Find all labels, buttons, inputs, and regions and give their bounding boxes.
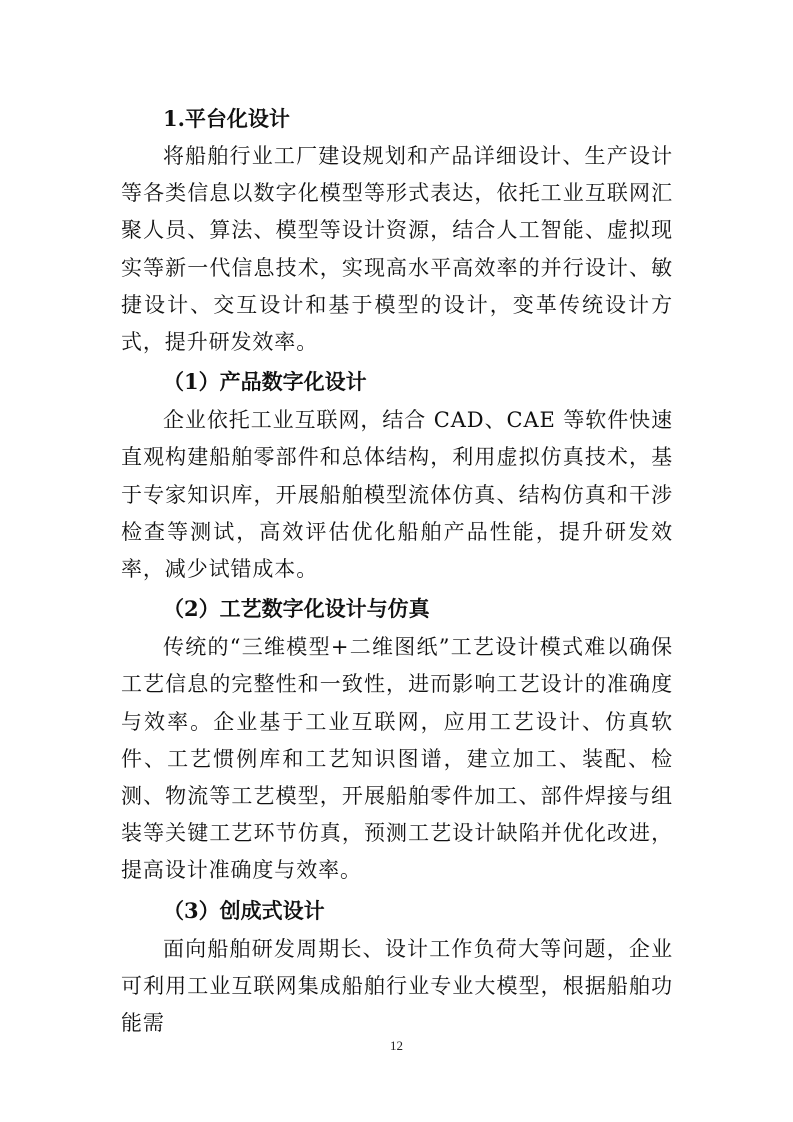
subsection-heading-generative-design: （3）创成式设计 bbox=[163, 897, 325, 923]
document-body bbox=[121, 100, 673, 1042]
paragraph-platform-design: 将船舶行业工厂建设规划和产品详细设计、生产设计等各类信息以数字化模型等形式表达，依托工业互联网汇聚人员、算法、模型等设计资源，结合人工智能、虚拟现实等新一代信息技术，实现高水平高效率的并行设计、敏捷设计、交互设计和基于模型的设计，变革传统设计方式，提升研发效率。 bbox=[121, 144, 673, 355]
paragraph-product-digital-design: 企业依托工业互联网，结合 CAD、CAE 等软件快速直观构建船舶零部件和总体结构，利用虚拟仿真技术，基于专家知识库，开展船舶模型流体仿真、结构仿真和干涉检查等测试，高效评估优化船舶产品性能，提升研发效率，减少试错成本。 bbox=[121, 408, 673, 582]
paragraph-generative-design: 面向船舶研发周期长、设计工作负荷大等问题，企业可利用工业互联网集成船舶行业专业大模型，根据船舶功能需 bbox=[121, 936, 673, 1036]
paragraph-process-digital-design: 传统的“三维模型+二维图纸”工艺设计模式难以确保工艺信息的完整性和一致性，进而影响工艺设计的准确度与效率。企业基于工业互联网，应用工艺设计、仿真软件、工艺惯例库和工艺知识图谱，建立加工、装配、检测、物流等工艺模型，开展船舶零件加工、部件焊接与组装等关键工艺环节仿真，预测工艺设计缺陷并优化改进，提高设计准确度与效率。 bbox=[121, 635, 673, 883]
subsection-heading-process-digital-design: （2）工艺数字化设计与仿真 bbox=[163, 596, 430, 622]
section-heading-platform-design: 1.平台化设计 bbox=[163, 106, 290, 131]
subsection-heading-product-digital-design: （1）产品数字化设计 bbox=[163, 369, 367, 395]
page-number: 12 bbox=[390, 1038, 403, 1053]
